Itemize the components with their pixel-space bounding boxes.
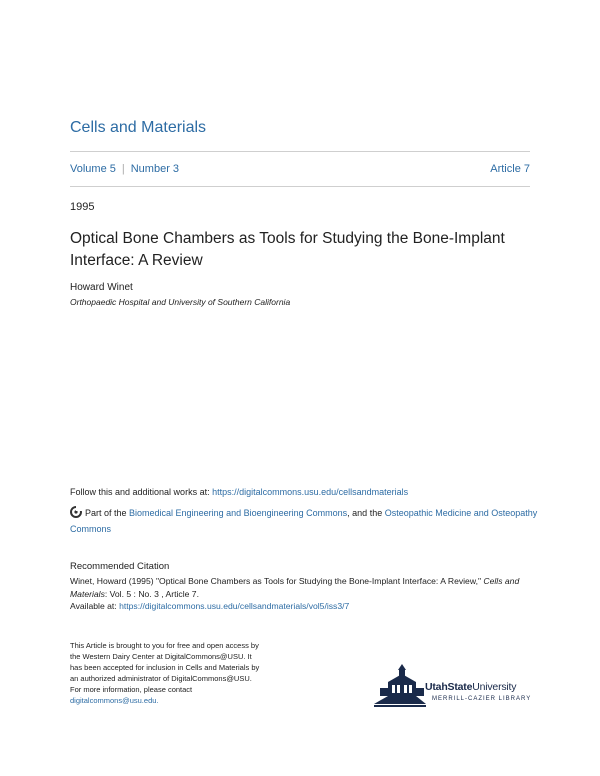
recommended-citation-heading: Recommended Citation: [70, 561, 170, 572]
available-url-link[interactable]: https://digitalcommons.usu.edu/cellsandmaterials/vol5/iss3/7: [119, 601, 350, 611]
logo-thin: University: [472, 681, 517, 693]
citation-journal: Cells and Materials: [70, 576, 520, 599]
notice-line: For more information, please contact: [70, 685, 193, 694]
available-prefix: Available at:: [70, 601, 120, 611]
follow-url-link[interactable]: https://digitalcommons.usu.edu/cellsandmaterials: [212, 487, 409, 497]
access-notice: [70, 640, 315, 706]
citation-text: [70, 575, 540, 613]
publication-year: 1995: [70, 201, 95, 213]
author-affiliation: Orthopaedic Hospital and University of Southern California: [70, 297, 291, 307]
author-name: Howard Winet: [70, 282, 133, 293]
part-of-middle: , and the: [347, 508, 385, 518]
citation-part1: Winet, Howard (1995) "Optical Bone Chambers as Tools for Studying the Bone-Implant Interface: A Review,": [70, 576, 484, 586]
volume-link[interactable]: Volume 5: [70, 163, 116, 175]
logo-bold: UtahState: [425, 681, 473, 693]
open-access-icon: [70, 506, 82, 518]
contact-email-link[interactable]: digitalcommons@usu.edu.: [70, 696, 159, 705]
notice-line: This Article is brought to you for free and open access by: [70, 641, 259, 650]
citation-part2: : Vol. 5 : No. 3 , Article 7.: [104, 588, 199, 599]
article-title: Optical Bone Chambers as Tools for Studying the Bone-Implant Interface: A Review: [70, 230, 505, 269]
osteopathic-medicine-commons-link[interactable]: Osteopathic Medicine and Osteopathy Commons: [70, 508, 538, 534]
article-link[interactable]: Article 7: [490, 163, 530, 175]
journal-title[interactable]: Cells and Materials: [70, 119, 207, 136]
logo-university-name: [425, 681, 516, 693]
biomedical-engineering-commons-link[interactable]: Biomedical Engineering and Bioengineering Commons: [129, 508, 348, 518]
number-link[interactable]: Number 3: [130, 163, 180, 175]
notice-line: an authorized administrator of DigitalCommons@USU.: [70, 674, 252, 683]
separator: |: [121, 163, 125, 175]
follow-prefix: Follow this and additional works at:: [70, 487, 213, 497]
issue-row: [70, 163, 530, 175]
notice-line: has been accepted for inclusion in Cells and Materials by: [70, 663, 260, 672]
notice-line: the Western Dairy Center at DigitalCommons@USU. It: [70, 652, 252, 661]
part-of-prefix: Part of the: [85, 508, 130, 518]
divider-bottom: [70, 186, 530, 187]
divider-top: [70, 151, 530, 152]
logo-library-name: MERRILL-CAZIER LIBRARY: [432, 696, 532, 702]
follow-line: [70, 487, 408, 497]
part-of-line: [70, 505, 540, 537]
